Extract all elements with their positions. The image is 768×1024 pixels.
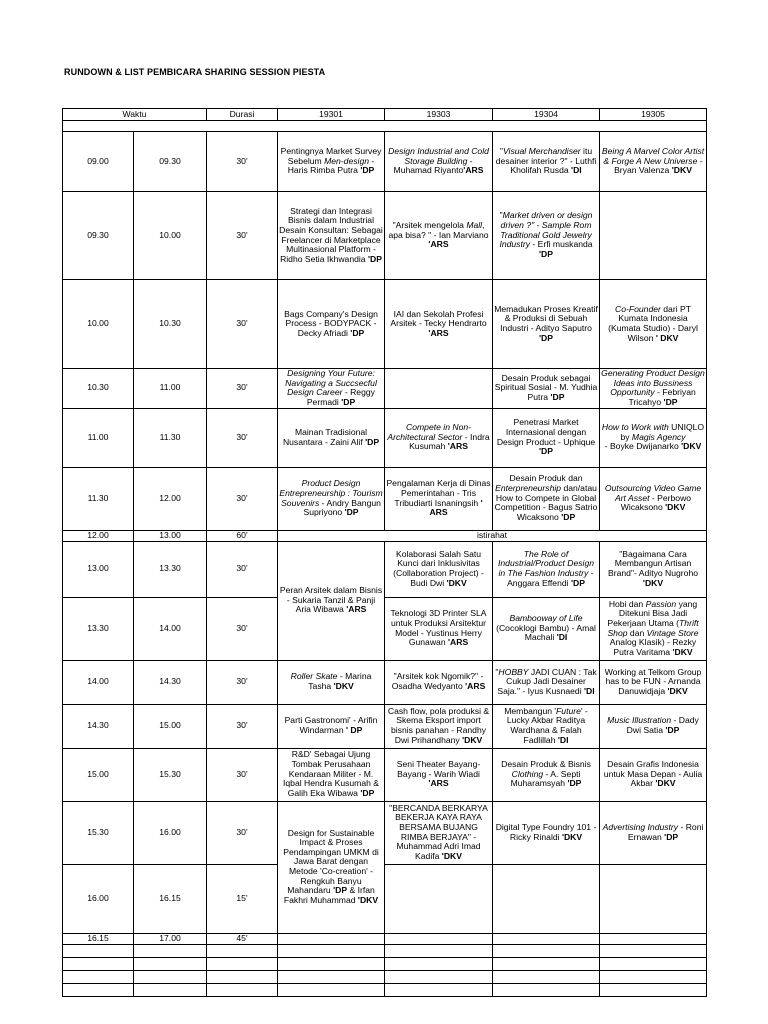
session-cell: "Market driven or design driven ?" - Sample Rom Traditional Gold Jewelry Industry - Erfi muskanda 'DP	[493, 192, 600, 280]
table-row	[63, 192, 707, 280]
start-time: 10.30	[63, 369, 134, 409]
session-cell: Designing Your Future: Navigating a Succsecful Design Career - Reggy Permadi 'DP	[278, 369, 385, 409]
session-cell: Desain Grafis Indonesia untuk Masa Depan - Aulia Akbar 'DKV	[600, 748, 707, 801]
session-cell	[600, 192, 707, 280]
header-durasi: Durasi	[207, 109, 278, 121]
duration: 60'	[207, 530, 278, 541]
duration: 30'	[207, 704, 278, 748]
session-cell: R&D' Sebagai Ujung Tombak Perusahaan Kendaraan Militer - M. Iqbal Hendra Kusumah & Galih Eka Wibawa 'DP	[278, 748, 385, 801]
table-row	[63, 933, 707, 944]
session-cell	[600, 933, 707, 944]
session-cell: "Arsitek mengelola Mall, apa bisa? " - Ian Marviano 'ARS	[385, 192, 493, 280]
spacer-cell	[63, 121, 707, 132]
table-row	[63, 369, 707, 409]
table-row	[63, 864, 707, 933]
end-time: 14.00	[134, 597, 207, 660]
start-time: 16.15	[63, 933, 134, 944]
end-time: 10.00	[134, 192, 207, 280]
session-cell: Bambooway of Life (Cocoklogi Bambu) - Amal Machali 'DI	[493, 597, 600, 660]
table-row	[63, 660, 707, 704]
start-time: 14.30	[63, 704, 134, 748]
header-room-1: 19301	[278, 109, 385, 121]
session-cell: Kolaborasi Salah Satu Kunci dari Inklusivitas (Collaboration Project) - Budi Dwi 'DKV	[385, 541, 493, 597]
session-cell: Peran Arsitek dalam Bisnis - Sukaria Tanzil & Panji Aria Wibawa 'ARS	[278, 541, 385, 660]
session-cell: "Bagaimana Cara Membangun Artisan Brand"- Adityo Nugroho 'DKV	[600, 541, 707, 597]
header-room-3: 19304	[493, 109, 600, 121]
session-cell: Outsourcing Video Game Art Asset - Perbowo Wicaksono 'DKV	[600, 467, 707, 530]
session-cell: IAI dan Sekolah Profesi Arsitek - Tecky Hendrarto 'ARS	[385, 280, 493, 369]
duration: 30'	[207, 408, 278, 467]
header-room-4: 19305	[600, 109, 707, 121]
session-cell: "Arsitek kok Ngomik?" - Osadha Wedyanto 'ARS	[385, 660, 493, 704]
header-room-2: 19303	[385, 109, 493, 121]
start-time: 11.00	[63, 408, 134, 467]
header-waktu: Waktu	[63, 109, 207, 121]
start-time: 15.30	[63, 801, 134, 864]
start-time: 13.00	[63, 541, 134, 597]
end-time: 15.30	[134, 748, 207, 801]
session-cell: Being A Marvel Color Artist & Forge A New Universe - Bryan Valenza 'DKV	[600, 132, 707, 192]
end-time: 17.00	[134, 933, 207, 944]
session-cell: Bags Company's Design Process - BODYPACK - Decky Afriadi 'DP	[278, 280, 385, 369]
end-time: 16.15	[134, 864, 207, 933]
duration: 45'	[207, 933, 278, 944]
duration: 30'	[207, 597, 278, 660]
duration: 30'	[207, 467, 278, 530]
end-time: 11.30	[134, 408, 207, 467]
session-cell: "Visual Merchandiser itu desainer interior ?" - Luthfi Kholifah Rusda 'DI	[493, 132, 600, 192]
start-time: 09.00	[63, 132, 134, 192]
session-cell: How to Work with UNIQLO by Magis Agency - Boyke Dwijanarko 'DKV	[600, 408, 707, 467]
table-row	[63, 801, 707, 864]
end-time: 13.30	[134, 541, 207, 597]
duration: 30'	[207, 660, 278, 704]
end-time: 13.00	[134, 530, 207, 541]
session-cell: "HOBBY JADI CUAN : Tak Cukup Jadi Desainer Saja." - Iyus Kusnaedi 'DI	[493, 660, 600, 704]
session-cell: Cash flow, pola produksi & Skema Eksport import bisnis panahan - Randhy Dwi Prihandhany 'DKV	[385, 704, 493, 748]
duration: 30'	[207, 280, 278, 369]
duration: 30'	[207, 132, 278, 192]
session-cell: Pentingnya Market Survey Sebelum Men-design - Haris Rimba Putra 'DP	[278, 132, 385, 192]
session-cell: Strategi dan Integrasi Bisnis dalam Industrial Desain Konsultan: Sebagai Freelancer di Marketplace Multinasional Platform - Ridho Setia Ikhwandia 'DP	[278, 192, 385, 280]
spacer-row	[63, 121, 707, 132]
end-time: 10.30	[134, 280, 207, 369]
session-cell: Working at Telkom Group has to be FUN - Arnanda Danuwidjaja 'DKV	[600, 660, 707, 704]
table-row	[63, 467, 707, 530]
start-time: 15.00	[63, 748, 134, 801]
rundown-table	[62, 108, 707, 997]
session-cell	[493, 864, 600, 933]
end-time: 14.30	[134, 660, 207, 704]
session-cell: Hobi dan Passion yang Ditekuni Bisa Jadi Pekerjaan Utama (Thrift Shop dan Vintage Store Analog Klasik) - Rezky Putra Varitama 'DKV	[600, 597, 707, 660]
break-row	[63, 530, 707, 541]
session-cell	[385, 369, 493, 409]
end-time: 12.00	[134, 467, 207, 530]
session-cell	[385, 933, 493, 944]
session-cell	[600, 864, 707, 933]
end-time: 15.00	[134, 704, 207, 748]
session-cell: Digital Type Foundry 101 - Ricky Rinaldi 'DKV	[493, 801, 600, 864]
table-row	[63, 132, 707, 192]
table-row	[63, 597, 707, 660]
start-time: 13.30	[63, 597, 134, 660]
duration: 30'	[207, 192, 278, 280]
start-time: 16.00	[63, 864, 134, 933]
session-cell: Mainan Tradisional Nusantara - Zaini Alif 'DP	[278, 408, 385, 467]
end-time: 16.00	[134, 801, 207, 864]
session-cell: Desain Produk & Bisnis Clothing - A. Septi Muharamsyah 'DP	[493, 748, 600, 801]
empty-row	[63, 944, 707, 957]
session-cell: Music Illustration - Dady Dwi Satia 'DP	[600, 704, 707, 748]
session-cell: Product Design Entrepreneurship : Tourism Souvenirs - Andry Bangun Supriyono 'DP	[278, 467, 385, 530]
session-cell: Generating Product Design Ideas into Bussiness Opportunity - Febriyan Tricahyo 'DP	[601, 368, 705, 407]
start-time: 14.00	[63, 660, 134, 704]
start-time: 10.00	[63, 280, 134, 369]
empty-row	[63, 983, 707, 996]
header-row	[63, 109, 707, 121]
session-cell: Co-Founder dari PT Kumata Indonesia (Kumata Studio) - Daryl Wilson ' DKV	[600, 280, 707, 369]
break-label: istirahat	[278, 530, 707, 541]
session-cell: Desain Produk dan Enterpreneurship dan/atau How to Compete in Global Competition - Bagus Satrio Wicaksono 'DP	[493, 467, 600, 530]
start-time: 11.30	[63, 467, 134, 530]
session-cell	[493, 933, 600, 944]
table-row	[63, 704, 707, 748]
session-cell: Teknologi 3D Printer SLA untuk Produksi Arsitektur Model - Yustinus Herry Gunawan 'ARS	[385, 597, 493, 660]
table-row	[63, 541, 707, 597]
end-time: 09.30	[134, 132, 207, 192]
session-cell: Design for Sustainable Impact & Proses Pendampingan UMKM di Jawa Barat dengan Metode 'Co-creation' - Rengkuh Banyu Mahandaru 'DP & Irfan Fakhri Muhammad 'DKV	[278, 801, 385, 933]
duration: 30'	[207, 541, 278, 597]
empty-row	[63, 957, 707, 970]
duration: 30'	[207, 801, 278, 864]
session-cell: Pengalaman Kerja di Dinas Pemerintahan - Tris Tribudiarti Isnaningsih ' ARS	[385, 467, 493, 530]
start-time: 09.30	[63, 192, 134, 280]
duration: 30'	[207, 369, 278, 409]
session-cell	[278, 933, 385, 944]
table-row	[63, 748, 707, 801]
session-cell: Membangun 'Future' - Lucky Akbar Raditya Wardhana & Falah Fadlillah 'DI	[493, 704, 600, 748]
session-cell: Desain Produk sebagai Spiritual Sosial - M. Yudhia Putra 'DP	[493, 369, 600, 409]
document-title: RUNDOWN & LIST PEMBICARA SHARING SESSION PIESTA	[64, 67, 326, 77]
session-cell	[385, 864, 493, 933]
session-cell: Seni Theater Bayang-Bayang - Warih Wiadi 'ARS	[385, 748, 493, 801]
session-cell: "BERCANDA BERKARYA BEKERJA KAYA RAYA BERSAMA BUJANG RIMBA BERJAYA" - Muhammad Adri Imad Kadifa 'DKV	[385, 801, 493, 864]
table-row	[63, 280, 707, 369]
session-cell: Design Industrial and Cold Storage Building - Muhamad Riyanto'ARS	[385, 132, 493, 192]
start-time: 12.00	[63, 530, 134, 541]
session-cell: The Role of Industrial/Product Design in The Fashion Industry - Anggara Effendi 'DP	[493, 541, 600, 597]
empty-row	[63, 970, 707, 983]
session-cell: Memadukan Proses Kreatif & Produksi di Sebuah Industri - Adityo Saputro 'DP	[493, 280, 600, 369]
session-cell: Parti Gastronomi' - Arifin Windarman ' DP	[278, 704, 385, 748]
end-time: 11.00	[134, 369, 207, 409]
session-cell: Advertising Industry - Roni Ernawan 'DP	[600, 801, 707, 864]
table-row	[63, 408, 707, 467]
duration: 15'	[207, 864, 278, 933]
session-cell: Compete in Non-Architectural Sector - Indra Kusumah 'ARS	[385, 408, 493, 467]
session-cell: Roller Skate - Marina Tasha 'DKV	[278, 660, 385, 704]
duration: 30'	[207, 748, 278, 801]
session-cell: Penetrasi Market Internasional dengan Design Product - Uphique 'DP	[493, 408, 600, 467]
